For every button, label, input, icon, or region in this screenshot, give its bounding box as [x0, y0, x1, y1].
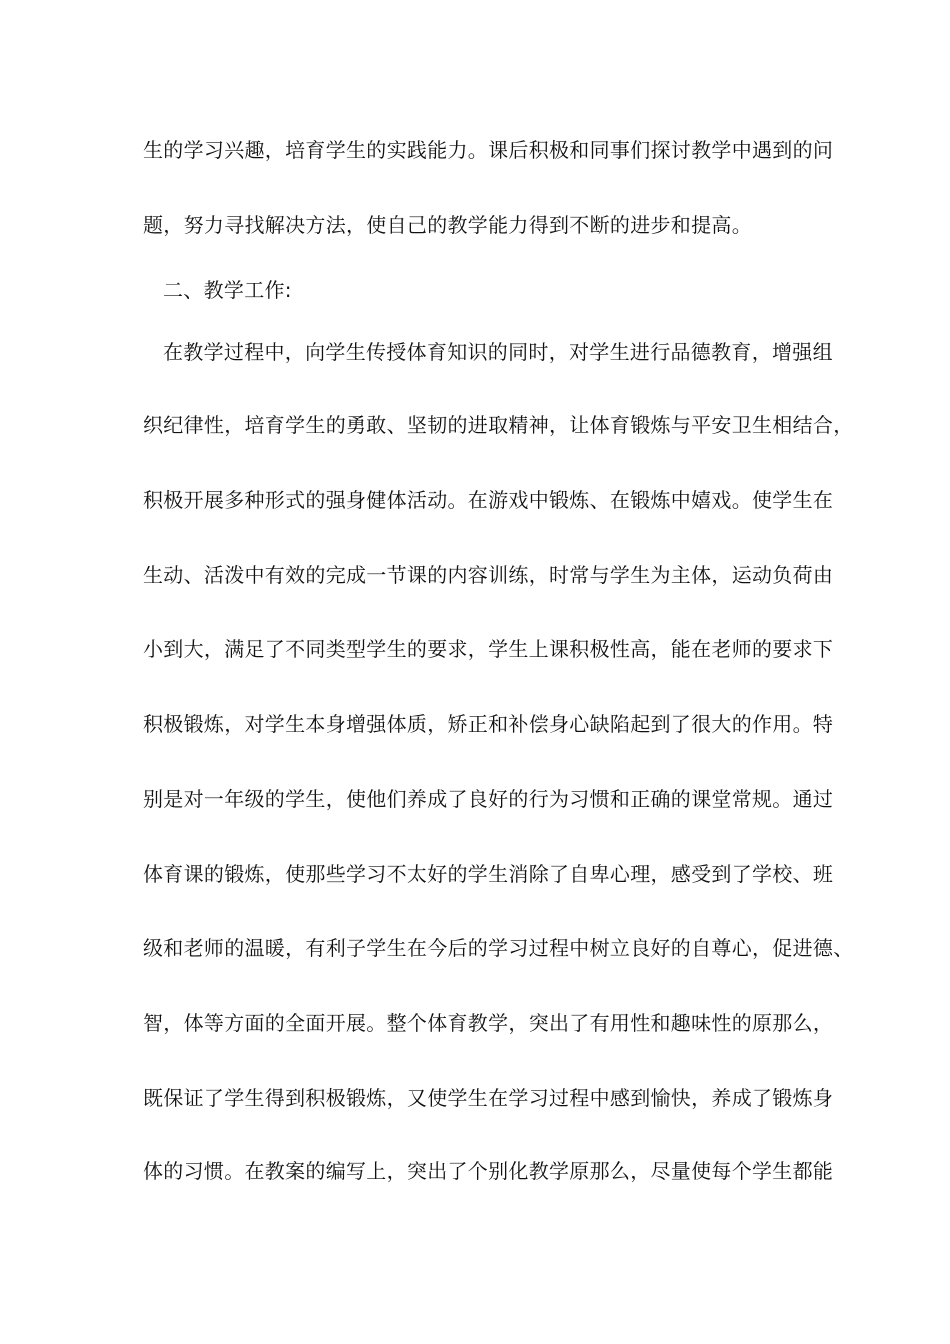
- text-line: 级和老师的温暖，有利子学生在今后的学习过程中树立良好的自尊心，促进德、: [143, 936, 854, 960]
- text-line: 既保证了学生得到积极锻炼，又使学生在学习过程中感到愉快，养成了锻炼身: [143, 1086, 834, 1110]
- text-line: 织纪律性，培育学生的勇敢、坚韧的进取精神，让体育锻炼与平安卫生相结合，: [143, 413, 854, 437]
- section-heading: 二、教学工作:: [163, 278, 292, 302]
- text-line: 生的学习兴趣，培育学生的实践能力。课后积极和同事们探讨教学中遇到的问: [143, 138, 834, 162]
- text-line: 积极开展多种形式的强身健体活动。在游戏中锻炼、在锻炼中嬉戏。使学生在: [143, 488, 834, 512]
- text-line: 体的习惯。在教案的编写上，突出了个别化教学原那么，尽量使每个学生都能: [143, 1159, 834, 1183]
- text-line: 题，努力寻找解决方法，使自己的教学能力得到不断的进步和提高。: [143, 213, 752, 237]
- text-line: 别是对一年级的学生，使他们养成了良好的行为习惯和正确的课堂常规。通过: [143, 787, 834, 811]
- text-line: 积极锻炼，对学生本身增强体质，矫正和补偿身心缺陷起到了很大的作用。特: [143, 712, 834, 736]
- text-line: 生动、活泼中有效的完成一节课的内容训练，时常与学生为主体，运动负荷由: [143, 563, 834, 587]
- text-line: 体育课的锻炼，使那些学习不太好的学生消除了自卑心理，感受到了学校、班: [143, 862, 834, 886]
- text-line: 小到大，满足了不同类型学生的要求，学生上课积极性高，能在老师的要求下: [143, 637, 834, 661]
- text-line: 智，体等方面的全面开展。整个体育教学，突出了有用性和趣味性的原那么，: [143, 1011, 834, 1035]
- text-line: 在教学过程中，向学生传授体育知识的同时，对学生进行品德教育，增强组: [163, 340, 833, 364]
